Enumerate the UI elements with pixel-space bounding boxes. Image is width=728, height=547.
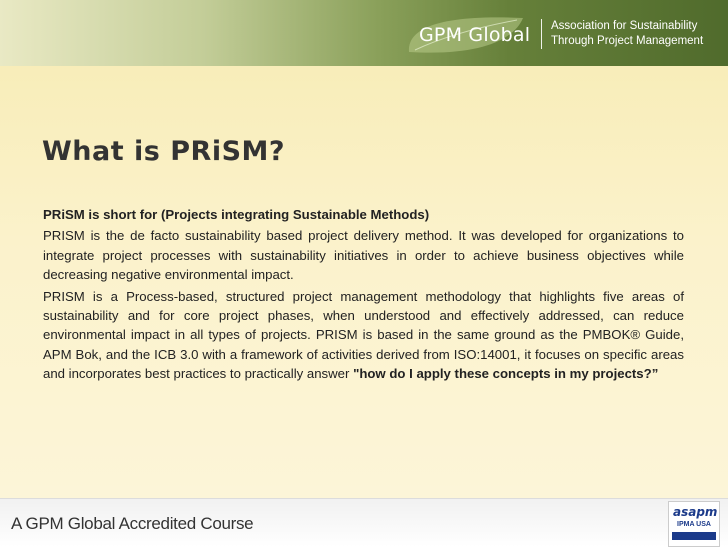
intro-line: PRiSM is short for (Projects integrating Sustainable Methods) <box>43 207 430 222</box>
asapm-badge-icon <box>668 501 720 547</box>
paragraph-2-question: "how do I apply these concepts in my projects?” <box>353 366 659 382</box>
footer-bar <box>0 498 728 547</box>
course-label: A GPM Global Accredited Course <box>11 514 254 533</box>
brand-logo <box>405 12 703 56</box>
paragraph-1: PRISM is the de facto sustainability based project delivery method. It was developed for organizations to integrate project processes with sustainability initiatives in order to achieve business objectives while decreasing negative environmental impact. <box>43 228 684 283</box>
leaf-icon <box>405 12 529 56</box>
badge-subtitle: IPMA USA <box>677 521 711 528</box>
badge-logo-text: asapm <box>673 505 718 519</box>
paragraph-2 <box>43 287 684 384</box>
badge-bar <box>672 532 716 540</box>
brand-divider <box>541 19 542 49</box>
brand-tagline <box>551 19 703 49</box>
paragraph-2-text: PRISM is a Process-based, structured project management methodology that highlights five areas of sustainability and for core project phases, when understood and effectively addressed, can reduce environmental impact in all types of projects. PRISM is based in the same ground as the PMBOK® Guide, APM Bok, and the ICB 3.0 with a framework of activities derived from ISO:14001, it focuses on specific areas and incorporates best practices to practically answer <box>43 288 684 382</box>
tagline-line-1: Association for Sustainability <box>551 20 698 32</box>
slide-content <box>43 205 684 386</box>
brand-name: GPM Global <box>419 24 531 46</box>
header-banner <box>0 0 728 66</box>
tagline-line-2: Through Project Management <box>551 35 704 47</box>
slide-title: What is PRiSM? <box>42 136 286 167</box>
